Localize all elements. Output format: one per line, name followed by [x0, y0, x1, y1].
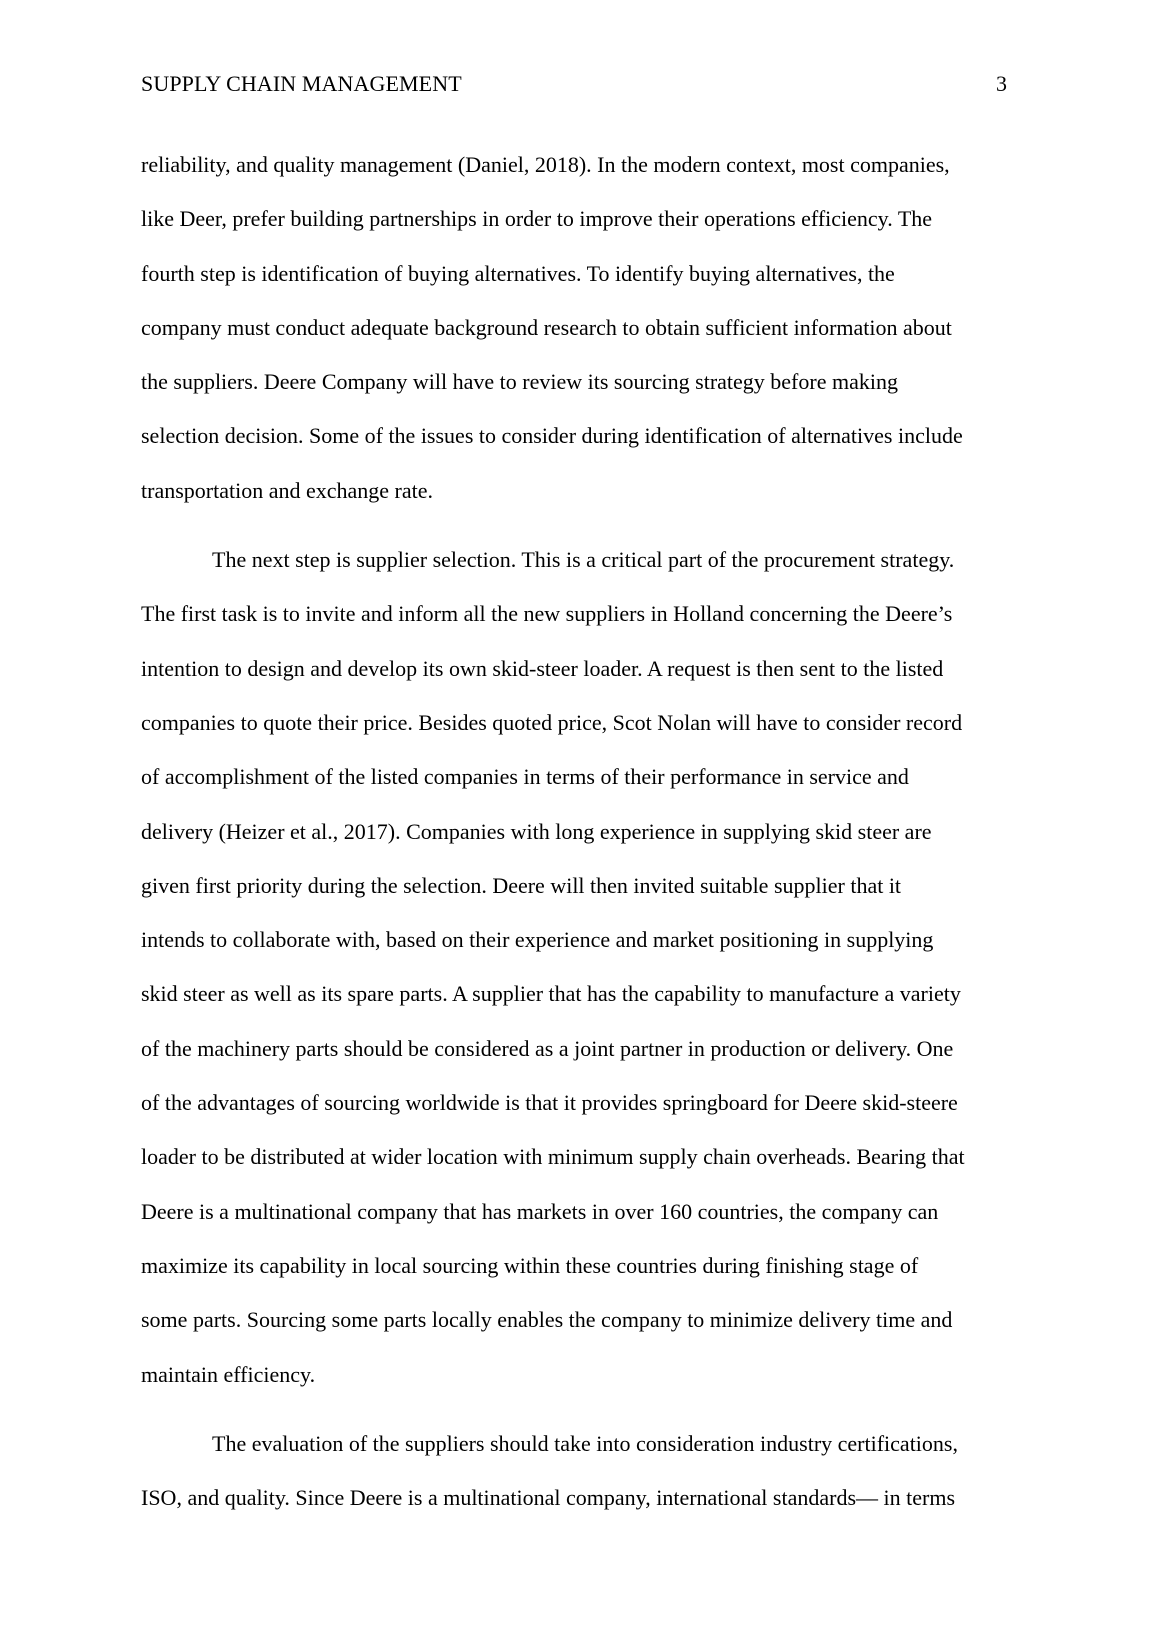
page-number: 3 — [996, 71, 1007, 96]
text-line: selection decision. Some of the issues to consider during identification of alternatives include — [141, 423, 963, 449]
text-line: companies to quote their price. Besides quoted price, Scot Nolan will have to consider record — [141, 709, 963, 735]
text-line: The next step is supplier selection. This is a critical part of the procurement strategy. — [212, 547, 955, 573]
text-line: Deere is a multinational company that has markets in over 160 countries, the company can — [141, 1198, 939, 1224]
text-line: delivery (Heizer et al., 2017). Companies with long experience in supplying skid steer are — [141, 818, 932, 844]
text-line: intention to design and develop its own skid-steer loader. A request is then sent to the listed — [141, 655, 944, 681]
text-line: fourth step is identification of buying alternatives. To identify buying alternatives, the — [141, 260, 895, 286]
text-line: of the advantages of sourcing worldwide is that it provides springboard for Deere skid-steere — [141, 1090, 958, 1116]
text-line: reliability, and quality management (Daniel, 2018). In the modern context, most companies, — [141, 152, 950, 177]
text-line: skid steer as well as its spare parts. A supplier that has the capability to manufacture a variety — [141, 981, 961, 1007]
text-line: intends to collaborate with, based on their experience and market positioning in supplying — [141, 927, 934, 953]
text-line: the suppliers. Deere Company will have to review its sourcing strategy before making — [141, 369, 898, 395]
text-line: of accomplishment of the listed companies in terms of their performance in service and — [141, 764, 909, 790]
text-line: ISO, and quality. Since Deere is a multinational company, international standards— in terms — [141, 1485, 955, 1511]
text-line: given first priority during the selection. Deere will then invited suitable supplier that it — [141, 872, 902, 898]
text-line: like Deer, prefer building partnerships in order to improve their operations efficiency. The — [141, 206, 933, 232]
text-line: some parts. Sourcing some parts locally enables the company to minimize delivery time and — [141, 1307, 953, 1333]
text-line: transportation and exchange rate. — [141, 477, 433, 503]
text-line: loader to be distributed at wider location with minimum supply chain overheads. Bearing that — [141, 1144, 965, 1170]
text-line: maximize its capability in local sourcing within these countries during finishing stage of — [141, 1252, 919, 1278]
running-head: SUPPLY CHAIN MANAGEMENT — [141, 71, 462, 96]
paragraph-2 — [141, 533, 1021, 1402]
text-line: The evaluation of the suppliers should take into consideration industry certifications, — [212, 1430, 958, 1456]
body-text — [141, 138, 1021, 1525]
paragraph-3 — [141, 1417, 1021, 1526]
text-line: of the machinery parts should be considered as a joint partner in production or delivery. One — [141, 1035, 954, 1061]
text-line: The first task is to invite and inform all the new suppliers in Holland concerning the Deere’s — [141, 601, 953, 627]
text-line: maintain efficiency. — [141, 1361, 316, 1387]
text-line: company must conduct adequate background research to obtain sufficient information about — [141, 314, 952, 340]
paragraph-1 — [141, 138, 1021, 518]
